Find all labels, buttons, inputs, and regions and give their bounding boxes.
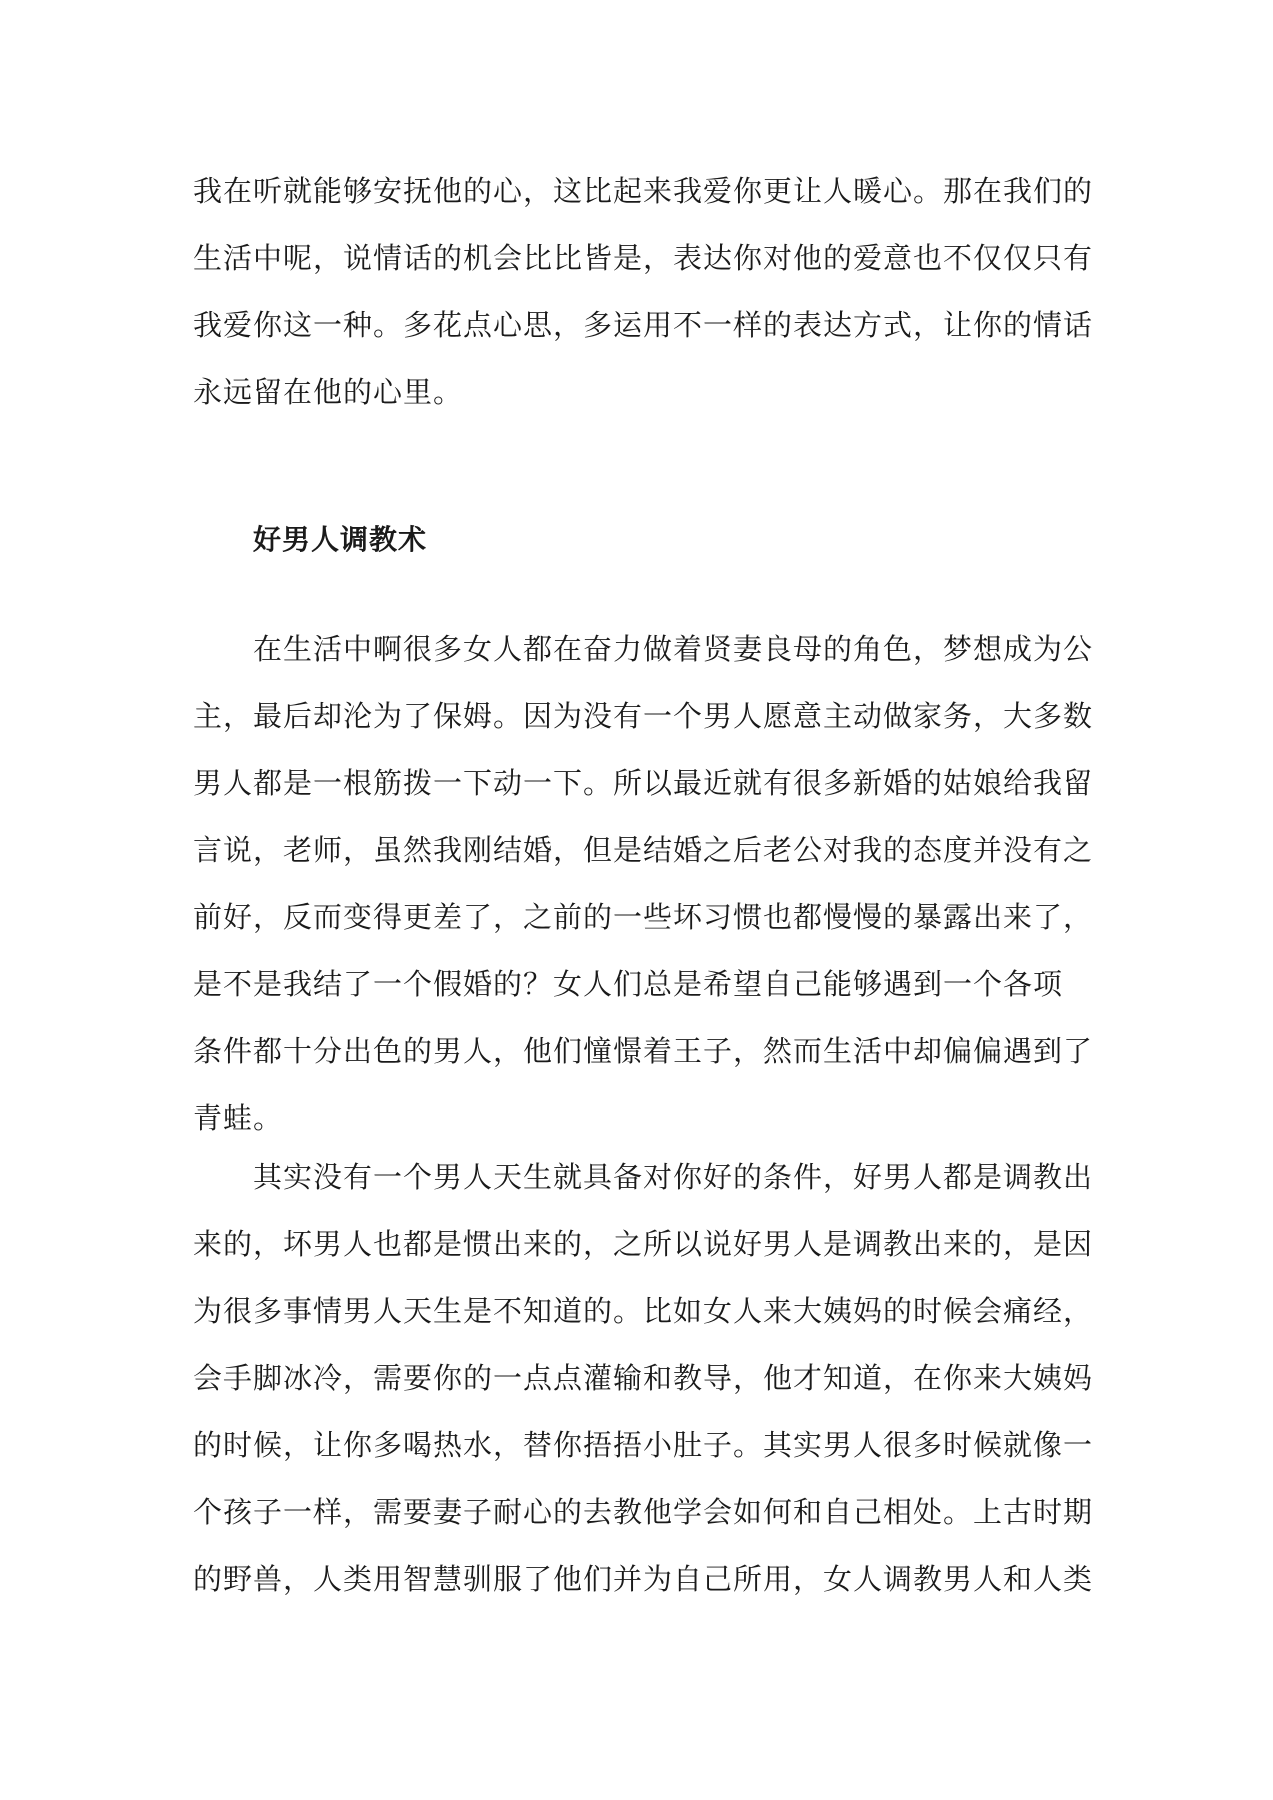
paragraph-line: 的野兽，人类用智慧驯服了他们并为自己所用，女人调教男人和人类 bbox=[193, 1562, 1094, 1596]
paragraph-body bbox=[193, 1144, 1093, 1613]
paragraph-line: 是不是我结了一个假婚的？女人们总是希望自己能够遇到一个各项 bbox=[193, 967, 1064, 1001]
paragraph-line: 其实没有一个男人天生就具备对你好的条件，好男人都是调教出 bbox=[253, 1160, 1094, 1194]
paragraph-line: 生活中呢，说情话的机会比比皆是，表达你对他的爱意也不仅仅只有 bbox=[193, 241, 1094, 275]
paragraph-line: 男人都是一根筋拨一下动一下。所以最近就有很多新婚的姑娘给我留 bbox=[193, 766, 1094, 800]
paragraph-line: 条件都十分出色的男人，他们憧憬着王子，然而生活中却偏偏遇到了 bbox=[193, 1034, 1094, 1068]
paragraph-line: 会手脚冰冷，需要你的一点点灌输和教导，他才知道，在你来大姨妈 bbox=[193, 1361, 1094, 1395]
paragraph-line: 为很多事情男人天生是不知道的。比如女人来大姨妈的时候会痛经， bbox=[193, 1294, 1094, 1328]
paragraph-line: 言说，老师，虽然我刚结婚，但是结婚之后老公对我的态度并没有之 bbox=[193, 833, 1094, 867]
section-heading: 好男人调教术 bbox=[253, 523, 428, 556]
paragraph-line: 主，最后却沦为了保姆。因为没有一个男人愿意主动做家务，大多数 bbox=[193, 699, 1094, 733]
paragraph-line: 我爱你这一种。多花点心思，多运用不一样的表达方式，让你的情话 bbox=[193, 308, 1094, 342]
paragraph-continuation bbox=[193, 158, 1093, 426]
paragraph-line: 的时候，让你多喝热水，替你捂捂小肚子。其实男人很多时候就像一 bbox=[193, 1428, 1094, 1462]
paragraph-line: 青蛙。 bbox=[193, 1101, 284, 1135]
paragraph-line: 前好，反而变得更差了，之前的一些坏习惯也都慢慢的暴露出来了， bbox=[193, 900, 1094, 934]
paragraph-intro bbox=[193, 616, 1093, 1152]
paragraph-line: 永远留在他的心里。 bbox=[193, 375, 464, 409]
paragraph-line: 个孩子一样，需要妻子耐心的去教他学会如何和自己相处。上古时期 bbox=[193, 1495, 1094, 1529]
paragraph-line: 我在听就能够安抚他的心，这比起来我爱你更让人暖心。那在我们的 bbox=[193, 174, 1094, 208]
paragraph-line: 在生活中啊很多女人都在奋力做着贤妻良母的角色，梦想成为公 bbox=[253, 632, 1094, 666]
paragraph-line: 来的，坏男人也都是惯出来的，之所以说好男人是调教出来的，是因 bbox=[193, 1227, 1094, 1261]
